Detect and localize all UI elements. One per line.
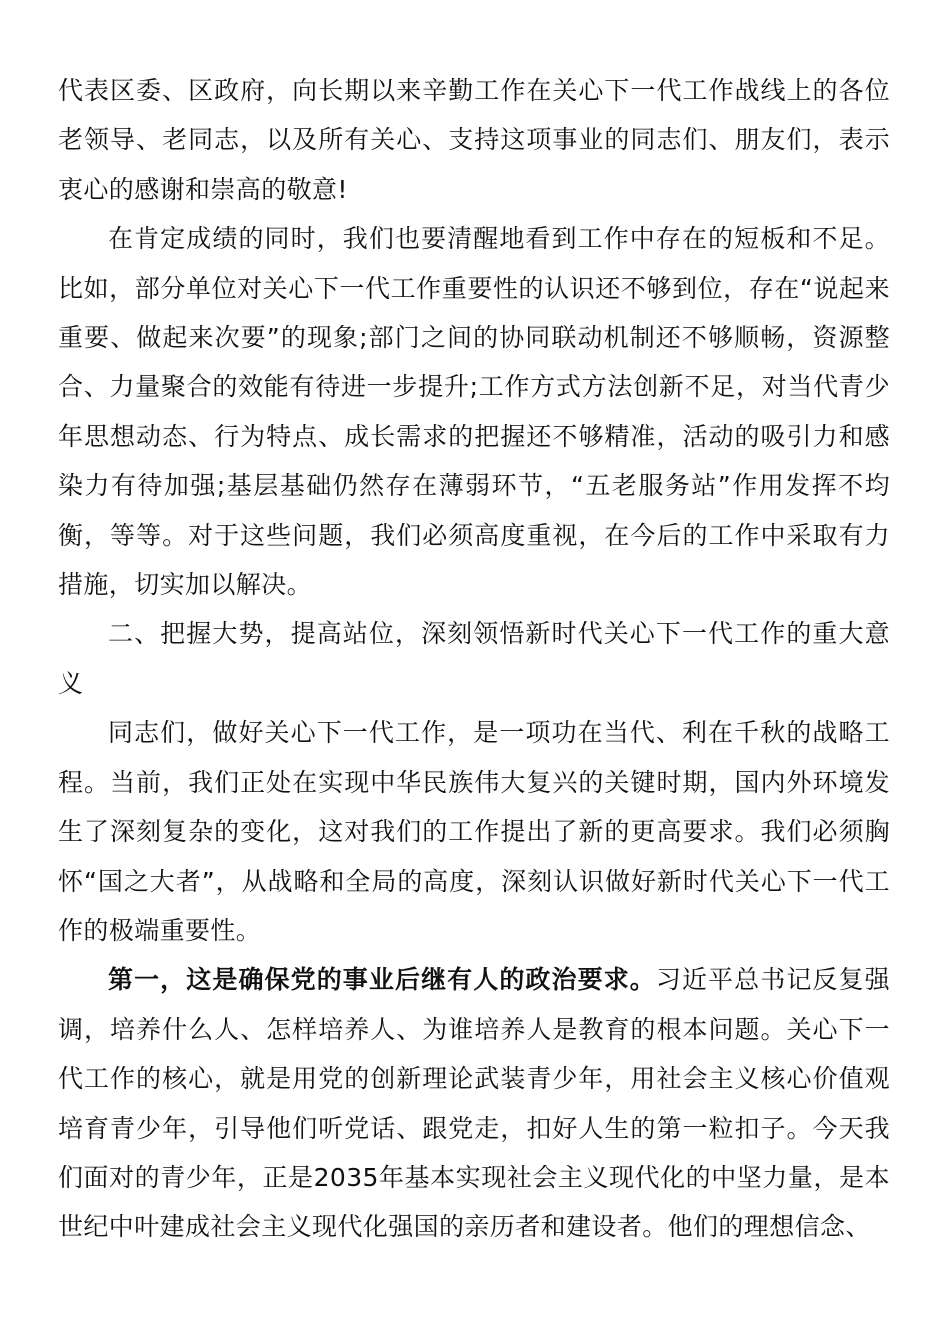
section-heading-two [58,609,890,708]
paragraph-text: 习近平总书记反复强调，培养什么人、怎样培养人、为谁培养人是教育的根本问题。关心下一代工作的核心，就是用党的创新理论武装青少年，用社会主义核心价值观培育青少年，引导他们听党话、跟党走，扣好人生的第一粒扣子。今天我们面对的青少年，正是2035年基本实现社会主义现代化的中坚力量，是本世纪中叶建成社会主义现代化强国的亲历者和建设者。他们的理想信念、 [58,965,890,1242]
paragraph-shortcomings [58,214,890,609]
paragraph-text: 在肯定成绩的同时，我们也要清醒地看到工作中存在的短板和不足。比如，部分单位对关心下一代工作重要性的认识还不够到位，存在“说起来重要、做起来次要”的现象;部门之间的协同联动机制还不够顺畅，资源整合、力量聚合的效能有待进一步提升;工作方式方法创新不足，对当代青少年思想动态、行为特点、成长需求的把握还不够精准，活动的吸引力和感染力有待加强;基层基础仍然存在薄弱环节，“五老服务站”作用发挥不均衡，等等。对于这些问题，我们必须高度重视，在今后的工作中采取有力措施，切实加以解决。 [58,224,890,600]
document-page [58,66,890,1252]
paragraph-strategic-project [58,708,890,955]
bold-lead-sentence: 第一，这是确保党的事业后继有人的政治要求。 [108,965,656,995]
paragraph-thanks [58,66,890,214]
paragraph-first-point [58,955,890,1251]
paragraph-text: 同志们，做好关心下一代工作，是一项功在当代、利在千秋的战略工程。当前，我们正处在实现中华民族伟大复兴的关键时期，国内外环境发生了深刻复杂的变化，这对我们的工作提出了新的更高要求。我们必须胸怀“国之大者”，从战略和全局的高度，深刻认识做好新时代关心下一代工作的极端重要性。 [58,718,890,945]
paragraph-text: 代表区委、区政府，向长期以来辛勤工作在关心下一代工作战线上的各位老领导、老同志，以及所有关心、支持这项事业的同志们、朋友们，表示衷心的感谢和崇高的敬意! [58,76,890,204]
heading-text: 二、把握大势，提高站位，深刻领悟新时代关心下一代工作的重大意义 [58,619,890,698]
